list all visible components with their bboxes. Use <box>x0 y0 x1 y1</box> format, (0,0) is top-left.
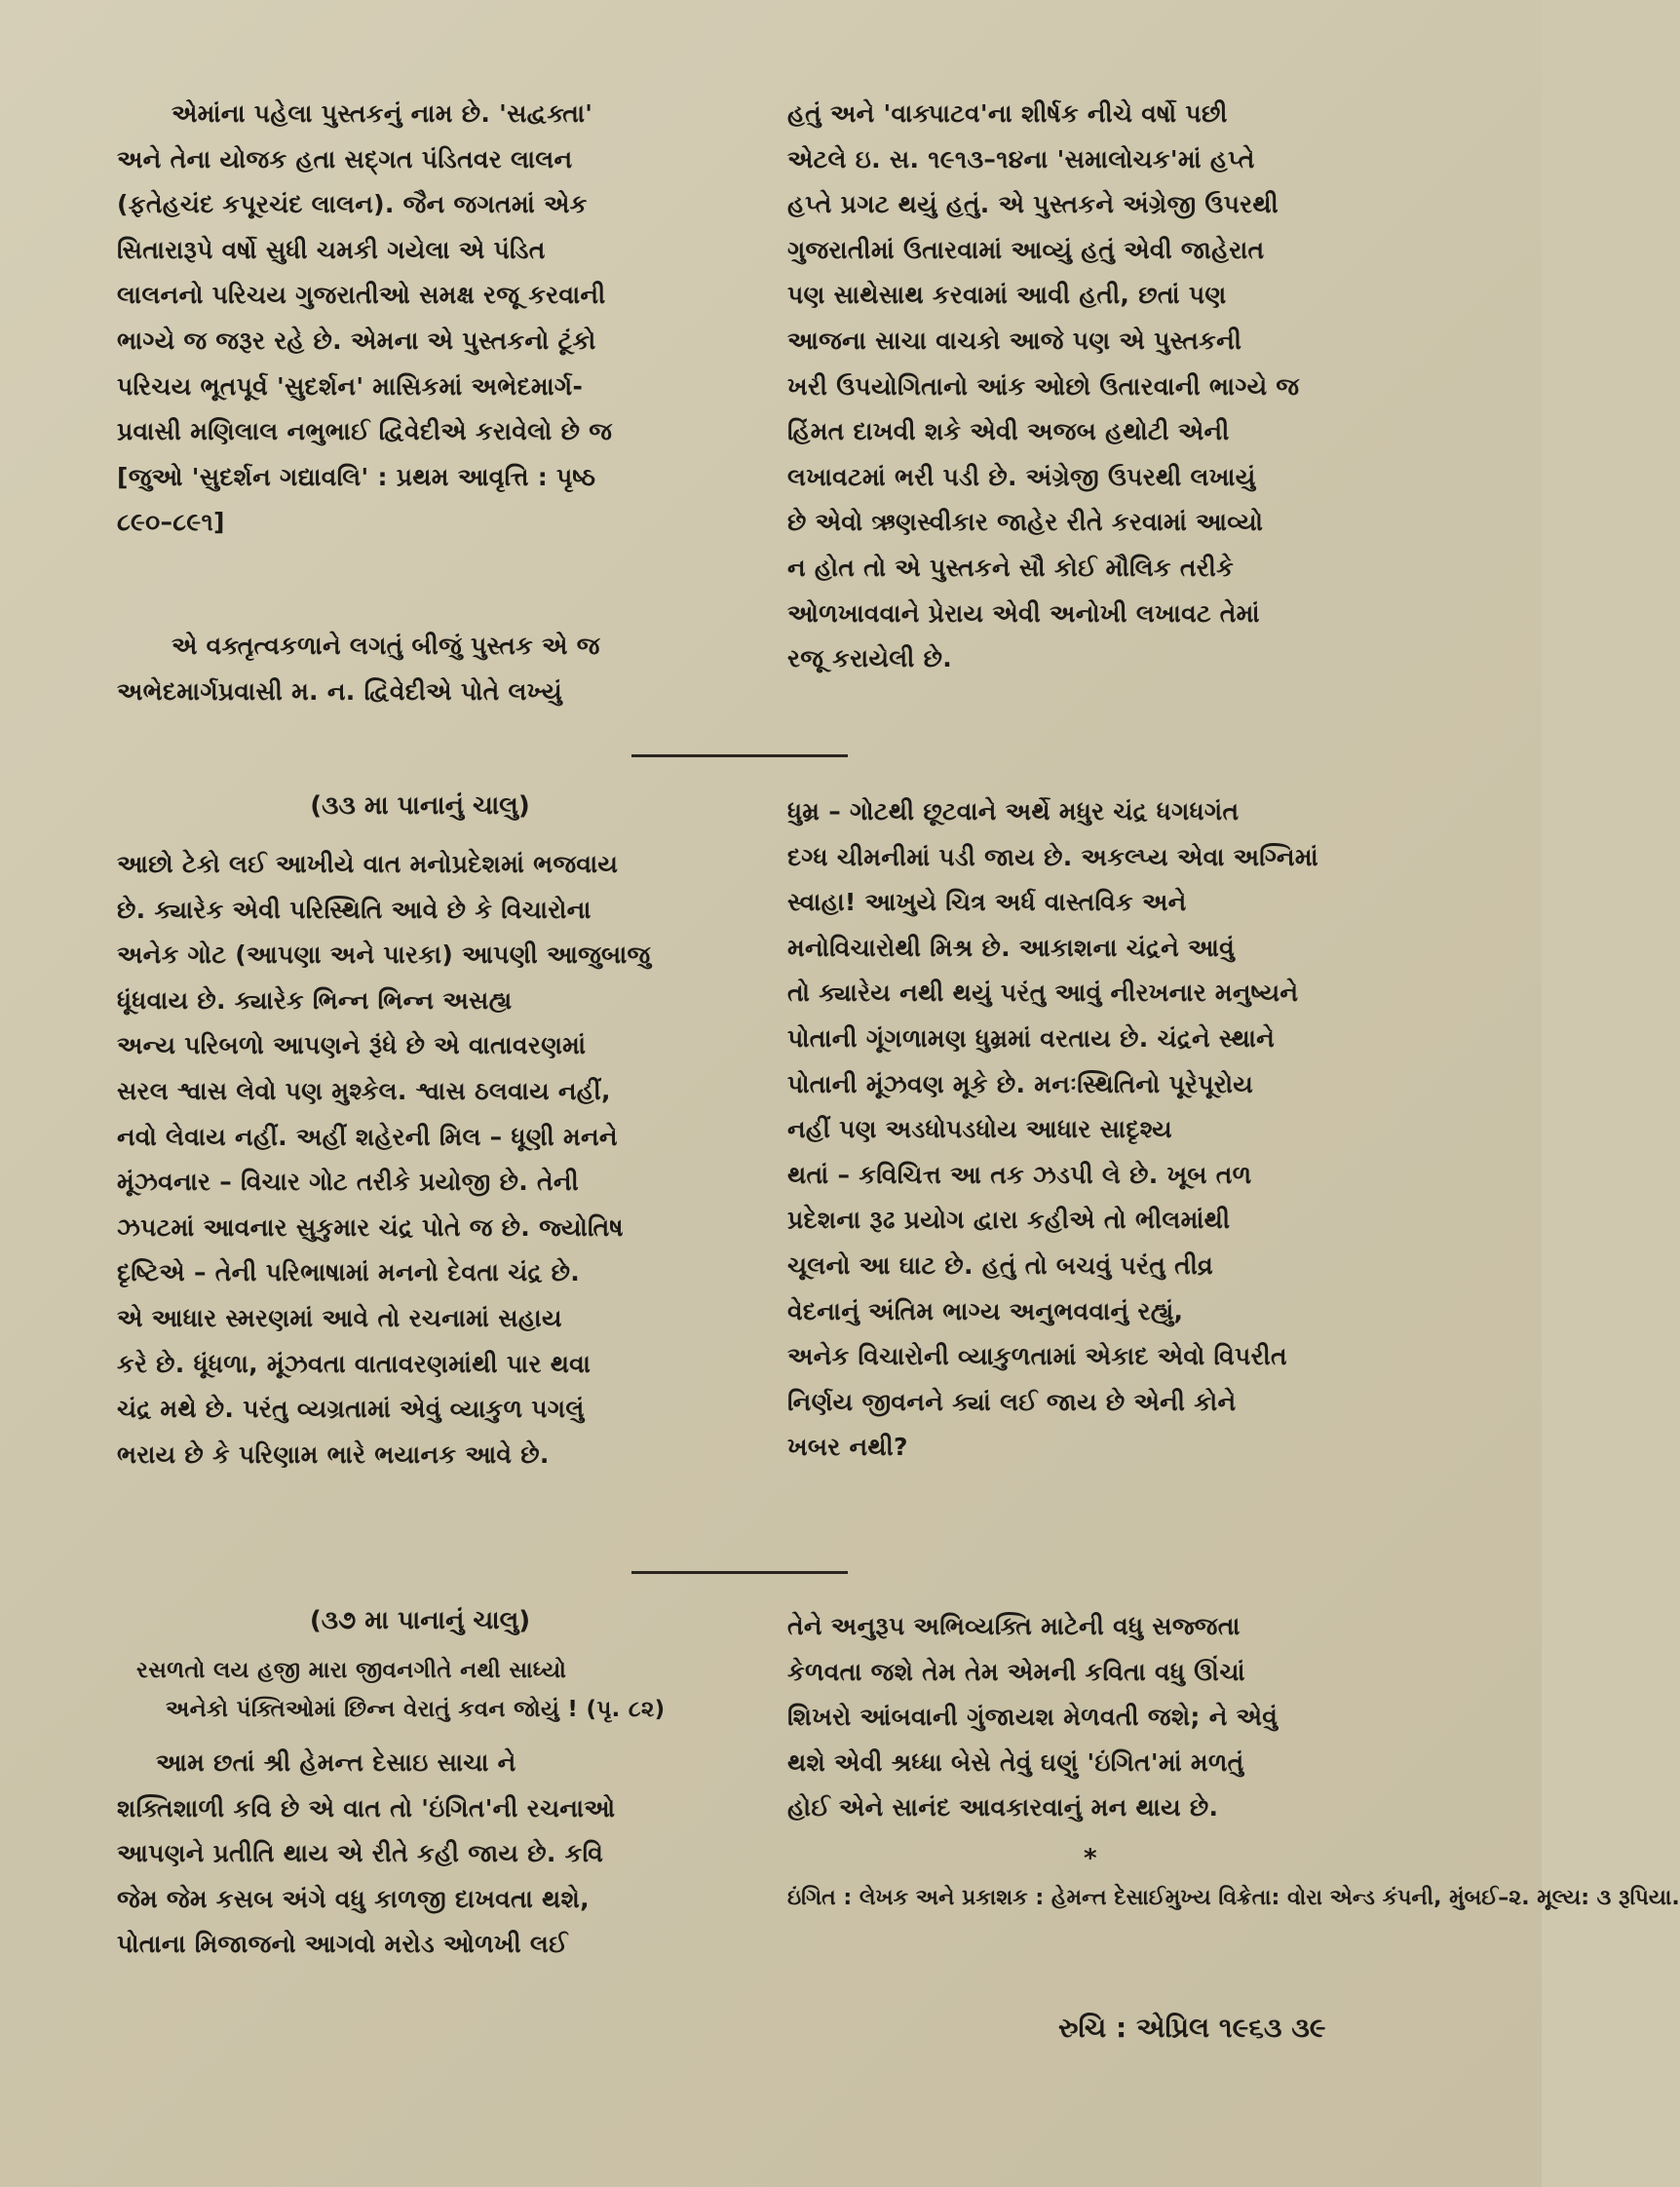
left-intro-paragraph <box>117 92 723 546</box>
text-line: [જુઓ 'સુદર્શન ગદ્યાવલિ' : પ્રથમ આવૃત્તિ : પૃષ્ઠ <box>117 462 596 491</box>
text-line: ખરી ઉપયોગિતાનો આંક ઓછો ઉતારવાની ભાગ્યે જ <box>787 371 1300 401</box>
text-line: ચંદ્ર મથે છે. પરંતુ વ્યગ્રતામાં એવું વ્યાકુળ પગલું <box>117 1395 585 1424</box>
section-divider-bottom <box>631 1571 848 1574</box>
continued-33-text <box>117 842 723 1477</box>
text-line: શક્તિશાળી કવિ છે એ વાત તો 'ઇંગિત'ની રચનાઓ <box>117 1793 616 1822</box>
text-line: સિતારારૂપે વર્ષો સુધી ચમકી ગયેલા એ પંડિત <box>117 235 546 264</box>
text-line: એ આધાર સ્મરણમાં આવે તો રચનામાં સહાય <box>117 1303 562 1332</box>
text-line: નિર્ણય જીવનને ક્યાં લઈ જાય છે એની કોને <box>787 1387 1237 1416</box>
text-line: મનોવિચારોથી મિશ્ર છે. આકાશના ચંદ્રને આવું <box>787 933 1235 962</box>
poem-quote <box>136 1651 723 1729</box>
text-line: થશે એવી શ્રધ્ધા બેસે તેવું ઘણું 'ઇંગિત'માં મળતું <box>787 1747 1244 1777</box>
separator-star: * <box>1084 1844 1097 1873</box>
text-line: (ફતેહચંદ કપૂરચંદ લાલન). જૈન જગતમાં એક <box>117 190 588 219</box>
text-line: અનેકો પંક્તિઓમાં છિન્ન વેરાતું કવન જોયું ! (પૃ. ૮૨) <box>166 1697 666 1722</box>
text-line: મૂંઝવનાર – વિચાર ગોટ તરીકે પ્રયોજી છે. તેની <box>117 1168 579 1197</box>
book-credits <box>787 1879 1680 1918</box>
text-line: છે એવો ઋણસ્વીકાર જાહેર રીતે કરવામાં આવ્યો <box>787 508 1264 537</box>
text-line: પોતાના મિજાજનો આગવો મરોડ ઓળખી લઈ <box>117 1930 568 1959</box>
text-line: આજના સાચા વાચકો આજે પણ એ પુસ્તકની <box>787 326 1242 355</box>
text-line: કેળવતા જશે તેમ તેમ એમની કવિતા વધુ ઊંચાં <box>787 1657 1245 1686</box>
right-first-paragraph <box>787 92 1388 682</box>
continued-37-heading: (૩૭ મા પાનાનું ચાલુ) <box>309 1606 531 1635</box>
text-line: સરલ શ્વાસ લેવો પણ મુશ્કેલ. શ્વાસ ઠલવાય નહીં, <box>117 1076 611 1105</box>
text-line: નહીં પણ અડધોપડધોય આધાર સાદૃશ્ય <box>787 1115 1172 1144</box>
text-line: આપણને પ્રતીતિ થાય એ રીતે કહી જાય છે. કવિ <box>117 1839 604 1868</box>
text-line: ઝપટમાં આવનાર સુકુમાર ચંદ્ર પોતે જ છે. જ્યોતિષ <box>117 1212 624 1242</box>
text-line: પરિચય ભૂતપૂર્વ 'સુદર્શન' માસિકમાં અભેદમાર્ગ- <box>117 371 584 401</box>
text-line: દગ્ધ ચીમનીમાં પડી જાય છે. અકલ્પ્ય એવા અગ્નિમાં <box>787 842 1318 871</box>
text-line: રસળતો લય હજી મારા જીવનગીતે નથી સાધ્યો <box>136 1658 567 1683</box>
continued-37-text <box>117 1741 723 1968</box>
text-line: ભરાય છે કે પરિણામ ભારે ભયાનક આવે છે. <box>117 1439 550 1469</box>
text-line: અને તેના યોજક હતા સદ્ગત પંડિતવર લાલન <box>117 144 573 173</box>
text-line: અનેક વિચારોની વ્યાકુળતામાં એકાદ એવો વિપરીત <box>787 1342 1287 1371</box>
text-line: અભેદમાર્ગપ્રવાસી મ. ન. દ્વિવેદીએ પોતે લખ્યું <box>117 676 562 706</box>
text-line: આછો ટેકો લઈ આખીયે વાત મનોપ્રદેશમાં ભજવાય <box>117 850 619 878</box>
text-line: એ વક્તૃત્વકળાને લગતું બીજું પુસ્તક એ જ <box>172 632 600 660</box>
text-line: ધુમ્ર – ગોટથી છૂટવાને અર્થે મધુર ચંદ્ર ધગધગંત <box>787 797 1240 825</box>
text-line: પ્રદેશના રૂઢ પ્રયોગ દ્વારા કહીએ તો ભીલમાંથી <box>787 1206 1231 1235</box>
text-line: શિખરો આંબવાની ગુંજાયશ મેળવતી જશે; ને એવું <box>787 1703 1279 1732</box>
text-line: ગુજરાતીમાં ઉતારવામાં આવ્યું હતું એવી જાહેરાત <box>787 235 1265 264</box>
text-line: અન્ય પરિબળો આપણને રૂંધે છે એ વાતાવરણમાં <box>117 1031 587 1060</box>
text-line: ધૂંધવાય છે. ક્યારેક ભિન્ન ભિન્ન અસહ્ય <box>117 985 513 1015</box>
text-line: ભાગ્યે જ જરૂર રહે છે. એમના એ પુસ્તકનો ટૂંકો <box>117 326 596 355</box>
text-line: પોતાની ગૂંગળામણ ધુમ્રમાં વરતાય છે. ચંદ્રને સ્થાને <box>787 1023 1276 1053</box>
text-line: લખાવટમાં ભરી પડી છે. અંગ્રેજી ઉપરથી લખાયું <box>787 462 1256 491</box>
text-line: સ્વાહા! આખુયે ચિત્ર અર્ધ વાસ્તવિક અને <box>787 888 1187 917</box>
text-line: રજૂ કરાયેલી છે. <box>787 644 953 673</box>
text-line: ચૂલનો આ ઘાટ છે. હતું તો બચવું પરંતુ તીવ્ર <box>787 1250 1213 1280</box>
text-line: ઇંગિત : લેખક અને પ્રકાશક : હેમન્ત દેસાઈ <box>787 1886 1165 1910</box>
text-line: ઓળખાવવાને પ્રેરાય એવી અનોખી લખાવટ તેમાં <box>787 598 1260 628</box>
text-line: એટલે ઇ. સ. ૧૯૧૩–૧૪ના 'સમાલોચક'માં હપ્તે <box>787 144 1255 173</box>
continued-33-heading: (૩૩ મા પાનાનું ચાલુ) <box>310 791 530 821</box>
text-line: પ્રવાસી મણિલાલ નભુભાઈ દ્વિવેદીએ કરાવેલો છે જ <box>117 417 613 446</box>
text-line: ન હોત તો એ પુસ્તકને સૌ કોઈ મૌલિક તરીકે <box>787 553 1235 582</box>
text-line: પણ સાથેસાથ કરવામાં આવી હતી, છતાં પણ <box>787 281 1227 310</box>
text-line: તેને અનુરૂપ અભિવ્યક્તિ માટેની વધુ સજ્જતા <box>787 1612 1241 1640</box>
text-line: છે. ક્યારેક એવી પરિસ્થિતિ આવે છે કે વિચારોના <box>117 895 592 924</box>
text-line: મુખ્ય વિક્રેતા: વોરા એન્ડ કંપની, મુંબઈ–૨. મૂલ્ય: ૩ રૂપિયા. <box>1165 1886 1680 1910</box>
text-line: ૮૯૦–૮૯૧] <box>117 508 225 537</box>
text-line: તો ક્યારેય નથી થયું પરંતુ આવું નીરખનાર મનુષ્યને <box>787 978 1299 1008</box>
text-line: થતાં – કવિચિત્ત આ તક ઝડપી લે છે. ખૂબ તળ <box>787 1160 1252 1189</box>
text-line: પોતાની મૂંઝવણ મૂકે છે. મનઃસ્થિતિનો પૂરેપૂરોય <box>787 1069 1254 1098</box>
text-line: ખબર નથી? <box>787 1433 908 1462</box>
page-footer: રુચિ : એપ્રિલ ૧૯૬૩ ૩૯ <box>1058 2012 1326 2044</box>
text-line: અનેક ગોટ (આપણા અને પારકા) આપણી આજુબાજુ <box>117 940 651 970</box>
right-last-paragraph <box>787 1604 1388 1831</box>
text-line: હતું અને 'વાક્પાટવ'ના શીર્ષક નીચે વર્ષો પછી <box>787 99 1228 128</box>
text-line: વેદનાનું અંતિમ ભાગ્ય અનુભવવાનું રહ્યું, <box>787 1296 1184 1325</box>
text-line: કરે છે. ધૂંધળા, મૂંઝવતા વાતાવરણમાંથી પાર થવા <box>117 1349 592 1378</box>
text-line: આમ છતાં શ્રી હેમન્ત દેસાઇ સાચા ને <box>156 1748 516 1777</box>
text-line: નવો લેવાય નહીં. અહીં શહેરની મિલ – ધૂણી મનને <box>117 1122 618 1151</box>
text-line: એમાંના પહેલા પુસ્તકનું નામ છે. 'સદ્વક્તા' <box>172 99 593 128</box>
text-line: હોઈ એને સાનંદ આવકારવાનું મન થાય છે. <box>787 1793 1219 1822</box>
right-middle-paragraph <box>787 789 1388 1471</box>
text-line: લાલનનો પરિચય ગુજરાતીઓ સમક્ષ રજૂ કરવાની <box>117 281 606 310</box>
left-second-paragraph <box>117 624 723 714</box>
text-line: દૃષ્ટિએ – તેની પરિભાષામાં મનનો દેવતા ચંદ્ર છે. <box>117 1258 581 1287</box>
text-line: હપ્તે પ્રગટ થયું હતું. એ પુસ્તકને અંગ્રેજી ઉપરથી <box>787 190 1279 219</box>
section-divider-top <box>631 754 848 757</box>
text-line: જેમ જેમ કસબ અંગે વધુ કાળજી દાખવતા થશે, <box>117 1884 590 1913</box>
text-line: હિંમત દાખવી શકે એવી અજબ હથોટી એની <box>787 417 1230 446</box>
